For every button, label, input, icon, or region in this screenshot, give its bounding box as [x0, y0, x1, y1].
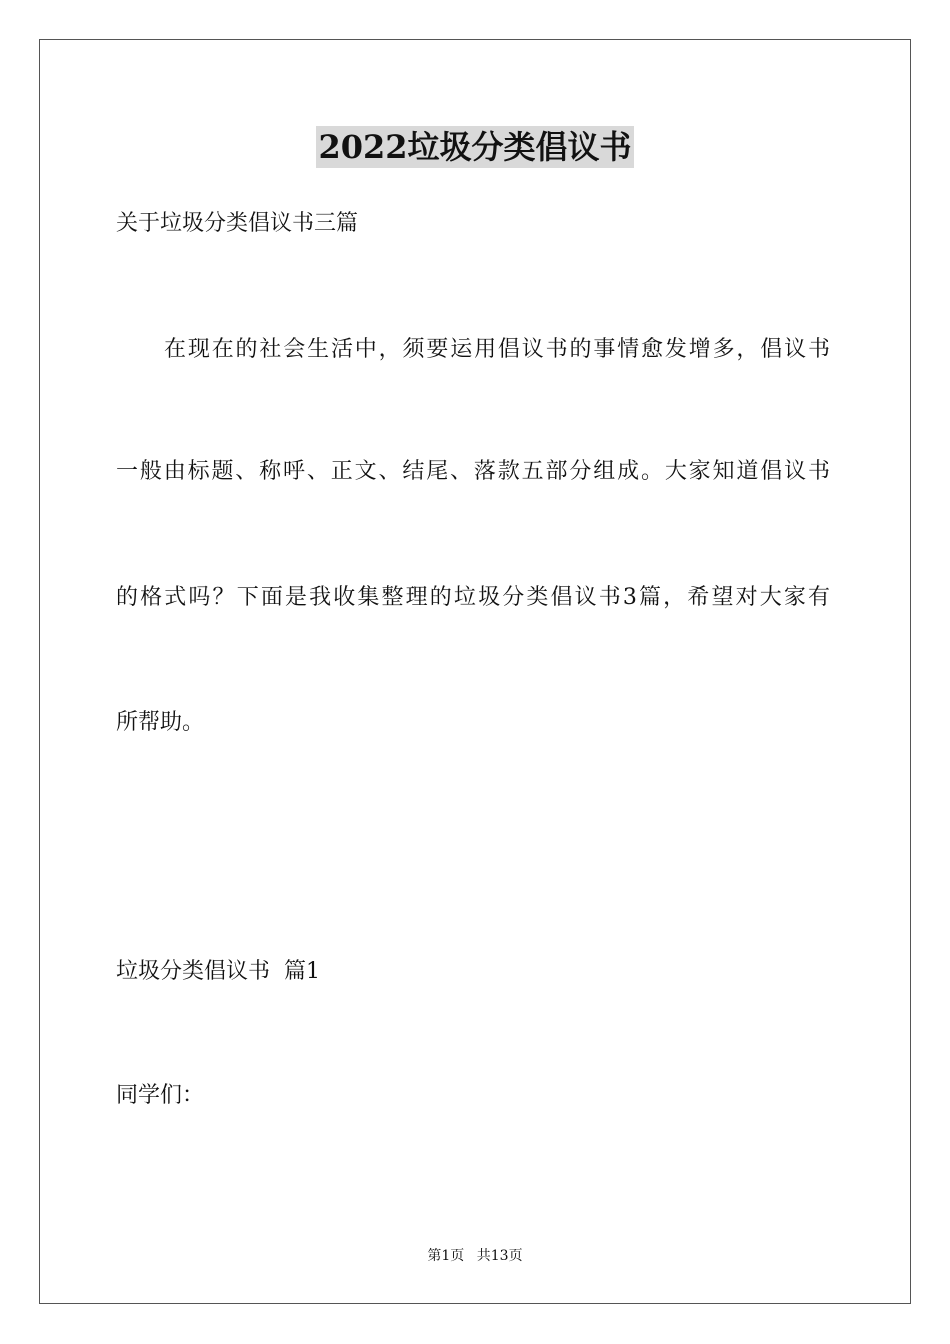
- section-heading: 垃圾分类倡议书 篇1: [116, 959, 320, 984]
- intro-paragraph-line: 所帮助。: [116, 710, 205, 735]
- page-total: 共13页: [476, 1248, 523, 1264]
- document-title: 2022垃圾分类倡议书: [318, 128, 632, 166]
- page-footer: [0, 1247, 950, 1265]
- intro-paragraph-line: 的格式吗？下面是我收集整理的垃圾分类倡议书3篇，希望对大家有: [116, 585, 830, 610]
- page-number: 第1页: [427, 1248, 465, 1264]
- title-container: [0, 126, 950, 168]
- salutation: 同学们：: [116, 1083, 205, 1108]
- intro-paragraph-line: 一般由标题、称呼、正文、结尾、落款五部分组成。大家知道倡议书: [116, 459, 830, 484]
- document-subtitle: 关于垃圾分类倡议书三篇: [116, 211, 359, 236]
- intro-paragraph-line: 在现在的社会生活中，须要运用倡议书的事情愈发增多，倡议书: [164, 337, 830, 362]
